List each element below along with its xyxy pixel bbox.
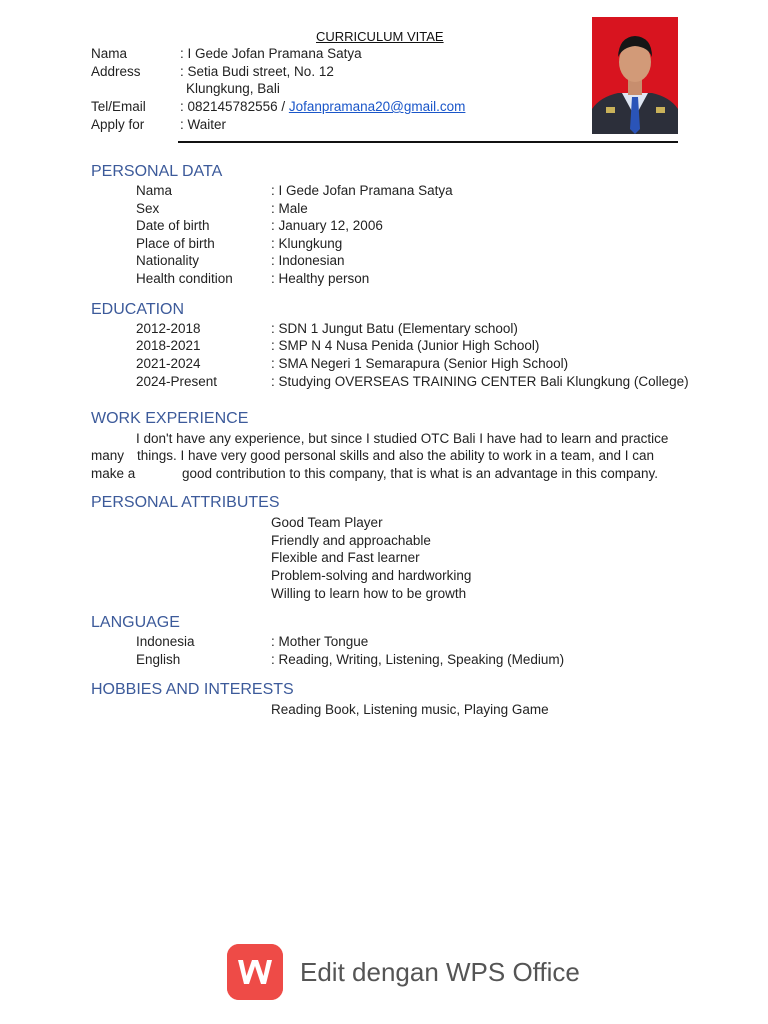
attribute-item: Friendly and approachable [271, 533, 431, 548]
language-level: : Mother Tongue [271, 634, 369, 649]
edu-school: : SDN 1 Jungut Batu (Elementary school) [271, 321, 518, 336]
pd-value: : Male [271, 201, 308, 216]
work-paragraph-line: make a [91, 466, 136, 481]
heading-personal-data: PERSONAL DATA [91, 163, 223, 180]
language-name: English [136, 652, 181, 667]
wps-logo-icon [227, 944, 283, 1000]
edu-years: 2021-2024 [136, 356, 201, 371]
pd-label: Place of birth [136, 236, 215, 251]
pd-value: : Indonesian [271, 253, 345, 268]
pd-value: : I Gede Jofan Pramana Satya [271, 183, 453, 198]
pd-label: Sex [136, 201, 160, 216]
header-value-nama: : I Gede Jofan Pramana Satya [180, 46, 362, 61]
pd-label: Nama [136, 183, 173, 198]
attribute-item: Good Team Player [271, 515, 383, 530]
pd-label: Health condition [136, 271, 233, 286]
wps-edit-label[interactable]: Edit dengan WPS Office [300, 956, 580, 987]
heading-education: EDUCATION [91, 301, 185, 318]
language-level: : Reading, Writing, Listening, Speaking (Medium) [271, 652, 565, 667]
edu-years: 2024-Present [136, 374, 218, 389]
wps-edit-banner[interactable] [227, 943, 580, 1001]
work-paragraph-line: many [91, 448, 125, 463]
language-name: Indonesia [136, 634, 195, 649]
edu-school: : Studying OVERSEAS TRAINING CENTER Bali Klungkung (College) [271, 374, 689, 389]
attribute-item: Willing to learn how to be growth [271, 586, 467, 601]
heading-hobbies: HOBBIES AND INTERESTS [91, 681, 294, 698]
hobbies-text: Reading Book, Listening music, Playing Game [271, 702, 549, 717]
header-label-apply-for: Apply for [91, 117, 145, 132]
heading-personal-attributes: PERSONAL ATTRIBUTES [91, 494, 280, 511]
pd-value: : Healthy person [271, 271, 370, 286]
header-value-tel-email [180, 98, 465, 115]
document-title: CURRICULUM VITAE [316, 29, 444, 44]
attribute-item: Problem-solving and hardworking [271, 568, 472, 583]
header-value-address: : Setia Budi street, No. 12 [180, 64, 334, 79]
work-paragraph-line: good contribution to this company, that is what is an advantage in this company. [182, 466, 659, 481]
header-value-apply-for: : Waiter [180, 117, 227, 132]
edu-school: : SMA Negeri 1 Semarapura (Senior High School) [271, 356, 569, 371]
attribute-item: Flexible and Fast learner [271, 550, 420, 565]
pd-value: : Klungkung [271, 236, 343, 251]
header-phone: : 082145782556 / [180, 99, 289, 114]
header-label-nama: Nama [91, 46, 128, 61]
header-divider [178, 141, 678, 143]
work-paragraph-line: things. I have very good personal skills and also the ability to work in a team, and I can [137, 448, 655, 463]
edu-years: 2012-2018 [136, 321, 201, 336]
edu-years: 2018-2021 [136, 338, 201, 353]
pd-value: : January 12, 2006 [271, 218, 383, 233]
heading-language: LANGUAGE [91, 614, 180, 631]
work-paragraph-line: I don't have any experience, but since I studied OTC Bali I have had to learn and practice [136, 431, 669, 446]
pd-label: Nationality [136, 253, 200, 268]
pd-label: Date of birth [136, 218, 210, 233]
header-value-address-city: Klungkung, Bali [186, 81, 280, 96]
profile-photo [592, 17, 678, 134]
header-label-address: Address [91, 64, 141, 79]
header-label-tel-email: Tel/Email [91, 99, 146, 114]
heading-work-experience: WORK EXPERIENCE [91, 410, 249, 427]
edu-school: : SMP N 4 Nusa Penida (Junior High School) [271, 338, 540, 353]
email-link[interactable]: Jofanpramana20@gmail.com [288, 99, 466, 114]
